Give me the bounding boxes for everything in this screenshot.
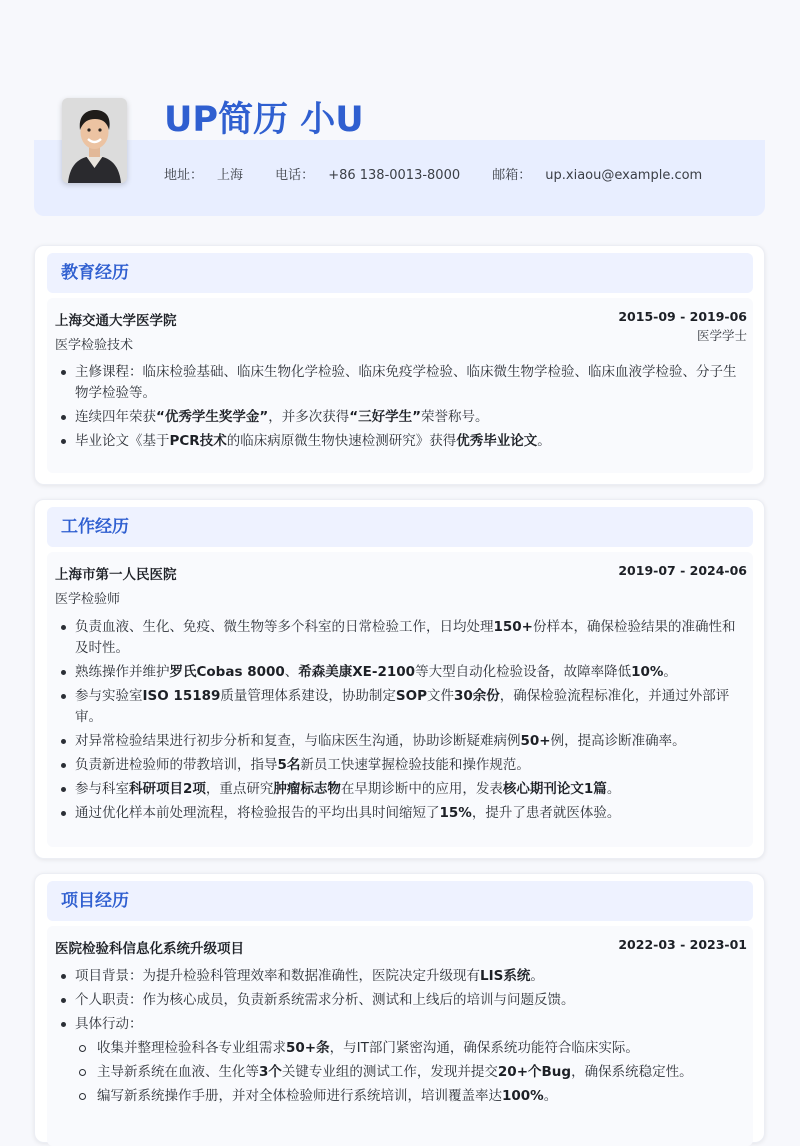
- emphasis-text: 30余份: [453, 688, 500, 704]
- sub-list-item: 收集并整理检验科各专业组需求50+条，与IT部门紧密沟通，确保系统功能符合临床实际。: [55, 1038, 745, 1059]
- section-title-work: 工作经历: [47, 507, 753, 547]
- emphasis-text: LIS系统: [480, 968, 531, 984]
- project-name: 医院检验科信息化系统升级项目: [55, 941, 244, 957]
- contact-address: [164, 164, 243, 183]
- emphasis-text: 科研项目2项: [129, 781, 206, 797]
- emphasis-text: 50+条: [286, 1040, 330, 1056]
- emphasis-text: ISO 15189: [142, 688, 221, 704]
- emphasis-text: 3个: [259, 1064, 282, 1080]
- candidate-name: UP简历 小U: [164, 100, 364, 140]
- list-item: 毕业论文《基于PCR技术的临床病原微生物快速检测研究》获得优秀毕业论文。: [55, 431, 745, 452]
- list-item: 项目背景：为提升检验科管理效率和数据准确性，医院决定升级现有LIS系统。: [55, 966, 745, 987]
- project-bullets: [55, 966, 745, 1110]
- section-title-project: 项目经历: [47, 881, 753, 921]
- emphasis-text: PCR技术: [169, 433, 227, 449]
- emphasis-text: “优秀学生奖学金”: [156, 409, 269, 425]
- sub-list-item: 编写新系统操作手册，并对全体检验师进行系统培训，培训覆盖率达100%。: [55, 1086, 745, 1107]
- contact-email: [492, 164, 702, 183]
- list-item: 连续四年荣获“优秀学生奖学金”，并多次获得“三好学生”荣誉称号。: [55, 407, 745, 428]
- degree: 医学学士: [696, 328, 747, 343]
- phone-label: 电话：: [275, 168, 315, 183]
- resume-header: [34, 70, 765, 216]
- company-name: 上海市第一人民医院: [55, 567, 177, 583]
- phone-value[interactable]: +86 138-0013-8000: [328, 168, 461, 183]
- education-bullets: [55, 362, 745, 455]
- email-value[interactable]: up.xiaou@example.com: [545, 168, 703, 183]
- contact-row: [164, 164, 730, 183]
- work-bullets: [55, 617, 745, 827]
- emphasis-text: 5名: [277, 757, 301, 773]
- job-position: 医学检验师: [55, 592, 121, 607]
- emphasis-text: 10%: [631, 664, 664, 680]
- emphasis-text: 优秀毕业论文: [456, 433, 538, 449]
- sub-list-item: 主导新系统在血液、生化等3个关键专业组的测试工作，发现并提交20+个Bug，确保系统稳定性。: [55, 1062, 745, 1083]
- list-item: 参与科室科研项目2项，重点研究肿瘤标志物在早期诊断中的应用，发表核心期刊论文1篇。: [55, 779, 745, 800]
- section-title-education: 教育经历: [47, 253, 753, 293]
- list-item: 对异常检验结果进行初步分析和复查，与临床医生沟通，协助诊断疑难病例50+例，提高诊断准确率。: [55, 731, 745, 752]
- emphasis-text: 100%: [502, 1088, 544, 1104]
- address-label: 地址：: [164, 168, 204, 183]
- emphasis-text: 50+: [520, 733, 551, 749]
- emphasis-text: 核心期刊论文1篇: [502, 781, 607, 797]
- avatar: [62, 98, 127, 183]
- education-date: 2015-09 - 2019-06: [618, 309, 747, 324]
- project-section: [34, 873, 765, 1143]
- list-item: 主修课程：临床检验基础、临床生物化学检验、临床免疫学检验、临床微生物学检验、临床血液学检验、分子生物学检验等。: [55, 362, 745, 404]
- emphasis-text: “三好学生”: [349, 409, 421, 425]
- emphasis-text: 罗氏Cobas 8000: [169, 664, 285, 680]
- list-item: 具体行动：: [55, 1014, 745, 1035]
- contact-phone: [275, 164, 460, 183]
- major: 医学检验技术: [55, 338, 134, 353]
- education-entry: [47, 298, 753, 473]
- education-section: [34, 245, 765, 485]
- work-section: [34, 499, 765, 859]
- emphasis-text: 20+个Bug: [497, 1064, 572, 1080]
- project-entry: [47, 926, 753, 1146]
- list-item: 参与实验室ISO 15189质量管理体系建设，协助制定SOP文件30余份，确保检验流程标准化，并通过外部评审。: [55, 686, 745, 728]
- emphasis-text: 肿瘤标志物: [273, 781, 341, 797]
- project-date: 2022-03 - 2023-01: [618, 937, 747, 952]
- work-date: 2019-07 - 2024-06: [618, 563, 747, 578]
- emphasis-text: SOP: [395, 688, 427, 704]
- emphasis-text: 150+: [493, 619, 533, 635]
- work-entry: [47, 552, 753, 847]
- address-value: 上海: [217, 168, 244, 183]
- school-name: 上海交通大学医学院: [55, 313, 177, 329]
- list-item: 通过优化样本前处理流程，将检验报告的平均出具时间缩短了15%，提升了患者就医体验。: [55, 803, 745, 824]
- list-item: 负责新进检验师的带教培训，指导5名新员工快速掌握检验技能和操作规范。: [55, 755, 745, 776]
- list-item: 熟练操作并维护罗氏Cobas 8000、希森美康XE-2100等大型自动化检验设备，故障率降低10%。: [55, 662, 745, 683]
- email-label: 邮箱：: [492, 168, 532, 183]
- list-item: 负责血液、生化、免疫、微生物等多个科室的日常检验工作，日均处理150+份样本，确保检验结果的准确性和及时性。: [55, 617, 745, 659]
- emphasis-text: 15%: [439, 805, 472, 821]
- emphasis-text: 希森美康XE-2100: [298, 664, 416, 680]
- list-item: 个人职责：作为核心成员，负责新系统需求分析、测试和上线后的培训与问题反馈。: [55, 990, 745, 1011]
